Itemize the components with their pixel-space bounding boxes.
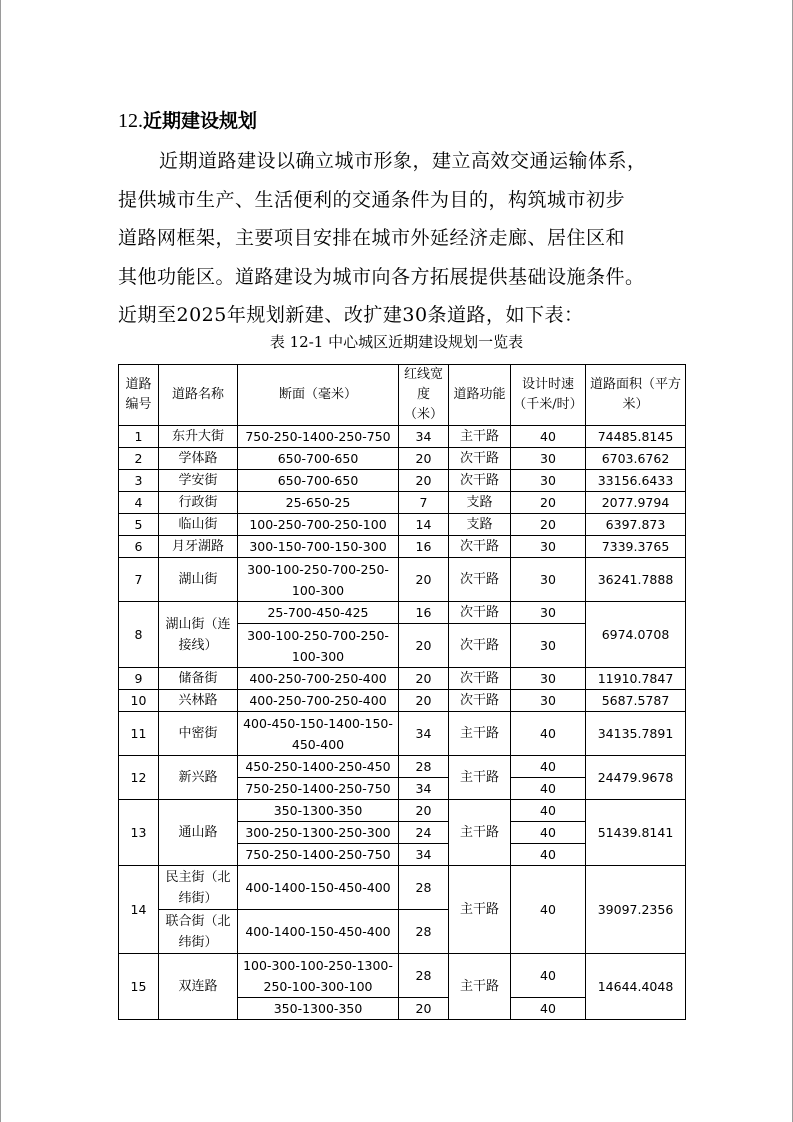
table-row bbox=[119, 448, 686, 470]
design-speed-cell: 40 bbox=[511, 426, 586, 448]
road-number-cell: 13 bbox=[119, 800, 159, 866]
road-number-cell: 7 bbox=[119, 558, 159, 602]
header-red-line-width: 红线宽度（米） bbox=[399, 365, 449, 426]
road-name-cell: 新兴路 bbox=[159, 756, 238, 800]
road-number-cell: 5 bbox=[119, 514, 159, 536]
cross-section-cell: 300-100-250-700-250-100-300 bbox=[238, 624, 399, 668]
road-area-cell: 2077.9794 bbox=[586, 492, 686, 514]
road-name-cell: 兴林路 bbox=[159, 690, 238, 712]
road-number-cell: 9 bbox=[119, 668, 159, 690]
road-function-cell: 主干路 bbox=[449, 756, 511, 800]
road-plan-table bbox=[118, 364, 686, 1020]
header-road-function: 道路功能 bbox=[449, 365, 511, 426]
cross-section-cell: 25-700-450-425 bbox=[238, 602, 399, 624]
road-name-cell: 民主街（北纬街） bbox=[159, 866, 238, 910]
road-number-cell: 12 bbox=[119, 756, 159, 800]
red-line-width-cell: 7 bbox=[399, 492, 449, 514]
design-speed-cell: 30 bbox=[511, 558, 586, 602]
road-area-cell: 11910.7847 bbox=[586, 668, 686, 690]
table-row bbox=[119, 712, 686, 756]
road-number-cell: 15 bbox=[119, 954, 159, 1020]
road-name-cell: 湖山街（连接线） bbox=[159, 602, 238, 668]
road-number-cell: 2 bbox=[119, 448, 159, 470]
road-name-cell: 湖山街 bbox=[159, 558, 238, 602]
road-area-cell: 6974.0708 bbox=[586, 602, 686, 668]
table-row bbox=[119, 602, 686, 624]
section-title: 近期建设规划 bbox=[143, 110, 258, 132]
road-area-cell: 74485.8145 bbox=[586, 426, 686, 448]
cross-section-cell: 100-300-100-250-1300-250-100-300-100 bbox=[238, 954, 399, 998]
road-name-cell: 通山路 bbox=[159, 800, 238, 866]
road-function-cell: 支路 bbox=[449, 514, 511, 536]
section-number: 12. bbox=[118, 110, 143, 132]
cross-section-cell: 750-250-1400-250-750 bbox=[238, 778, 399, 800]
road-name-cell: 储备街 bbox=[159, 668, 238, 690]
red-line-width-cell: 34 bbox=[399, 712, 449, 756]
cross-section-cell: 400-450-150-1400-150-450-400 bbox=[238, 712, 399, 756]
road-function-cell: 次干路 bbox=[449, 602, 511, 624]
table-body bbox=[119, 426, 686, 1020]
red-line-width-cell: 34 bbox=[399, 844, 449, 866]
paragraph-line: 近期至2025年规划新建、改扩建30条道路，如下表： bbox=[118, 304, 584, 326]
table-row bbox=[119, 954, 686, 998]
road-function-cell: 支路 bbox=[449, 492, 511, 514]
red-line-width-cell: 20 bbox=[399, 998, 449, 1020]
table-row bbox=[119, 426, 686, 448]
red-line-width-cell: 20 bbox=[399, 558, 449, 602]
road-name-cell: 行政街 bbox=[159, 492, 238, 514]
road-function-cell: 主干路 bbox=[449, 426, 511, 448]
road-name-cell: 联合街（北纬街） bbox=[159, 910, 238, 954]
road-function-cell: 次干路 bbox=[449, 624, 511, 668]
table-row bbox=[119, 492, 686, 514]
table-row bbox=[119, 756, 686, 778]
road-number-cell: 10 bbox=[119, 690, 159, 712]
design-speed-cell: 40 bbox=[511, 844, 586, 866]
table-row bbox=[119, 536, 686, 558]
red-line-width-cell: 20 bbox=[399, 690, 449, 712]
cross-section-cell: 450-250-1400-250-450 bbox=[238, 756, 399, 778]
cross-section-cell: 300-100-250-700-250-100-300 bbox=[238, 558, 399, 602]
road-number-cell: 6 bbox=[119, 536, 159, 558]
design-speed-cell: 20 bbox=[511, 514, 586, 536]
red-line-width-cell: 34 bbox=[399, 778, 449, 800]
design-speed-cell: 30 bbox=[511, 470, 586, 492]
cross-section-cell: 100-250-700-250-100 bbox=[238, 514, 399, 536]
cross-section-cell: 400-250-700-250-400 bbox=[238, 690, 399, 712]
design-speed-cell: 30 bbox=[511, 668, 586, 690]
red-line-width-cell: 14 bbox=[399, 514, 449, 536]
table-row bbox=[119, 558, 686, 602]
design-speed-cell: 40 bbox=[511, 998, 586, 1020]
road-area-cell: 24479.9678 bbox=[586, 756, 686, 800]
body-paragraph bbox=[118, 142, 688, 335]
road-area-cell: 7339.3765 bbox=[586, 536, 686, 558]
red-line-width-cell: 20 bbox=[399, 470, 449, 492]
table-row bbox=[119, 514, 686, 536]
road-name-cell: 双连路 bbox=[159, 954, 238, 1020]
cross-section-cell: 750-250-1400-250-750 bbox=[238, 844, 399, 866]
cross-section-cell: 650-700-650 bbox=[238, 448, 399, 470]
design-speed-cell: 40 bbox=[511, 756, 586, 778]
header-design-speed: 设计时速（千米/时） bbox=[511, 365, 586, 426]
cross-section-cell: 350-1300-350 bbox=[238, 998, 399, 1020]
cross-section-cell: 650-700-650 bbox=[238, 470, 399, 492]
road-function-cell: 次干路 bbox=[449, 536, 511, 558]
cross-section-cell: 350-1300-350 bbox=[238, 800, 399, 822]
table-row bbox=[119, 690, 686, 712]
paragraph-line: 其他功能区。道路建设为城市向各方拓展提供基础设施条件。 bbox=[118, 265, 645, 288]
road-function-cell: 次干路 bbox=[449, 558, 511, 602]
road-number-cell: 11 bbox=[119, 712, 159, 756]
road-name-cell: 中密街 bbox=[159, 712, 238, 756]
design-speed-cell: 30 bbox=[511, 624, 586, 668]
road-function-cell: 次干路 bbox=[449, 448, 511, 470]
road-function-cell: 主干路 bbox=[449, 712, 511, 756]
table-caption: 表 12-1 中心城区近期建设规划一览表 bbox=[269, 333, 524, 351]
road-area-cell: 33156.6433 bbox=[586, 470, 686, 492]
road-area-cell: 36241.7888 bbox=[586, 558, 686, 602]
red-line-width-cell: 34 bbox=[399, 426, 449, 448]
road-number-cell: 8 bbox=[119, 602, 159, 668]
road-function-cell: 次干路 bbox=[449, 690, 511, 712]
red-line-width-cell: 16 bbox=[399, 602, 449, 624]
cross-section-cell: 25-650-25 bbox=[238, 492, 399, 514]
cross-section-cell: 300-250-1300-250-300 bbox=[238, 822, 399, 844]
road-name-cell: 临山街 bbox=[159, 514, 238, 536]
header-road-name: 道路名称 bbox=[159, 365, 238, 426]
red-line-width-cell: 20 bbox=[399, 668, 449, 690]
paragraph-line: 道路网框架，主要项目安排在城市外延经济走廊、居住区和 bbox=[118, 227, 626, 249]
cross-section-cell: 400-250-700-250-400 bbox=[238, 668, 399, 690]
road-area-cell: 6703.6762 bbox=[586, 448, 686, 470]
design-speed-cell: 30 bbox=[511, 448, 586, 470]
red-line-width-cell: 20 bbox=[399, 800, 449, 822]
road-function-cell: 次干路 bbox=[449, 668, 511, 690]
road-function-cell: 主干路 bbox=[449, 954, 511, 1020]
table-header-row bbox=[119, 365, 686, 426]
red-line-width-cell: 24 bbox=[399, 822, 449, 844]
red-line-width-cell: 28 bbox=[399, 866, 449, 910]
road-name-cell: 东升大街 bbox=[159, 426, 238, 448]
road-area-cell: 39097.2356 bbox=[586, 866, 686, 954]
design-speed-cell: 30 bbox=[511, 602, 586, 624]
road-area-cell: 6397.873 bbox=[586, 514, 686, 536]
road-number-cell: 1 bbox=[119, 426, 159, 448]
road-area-cell: 14644.4048 bbox=[586, 954, 686, 1020]
design-speed-cell: 40 bbox=[511, 712, 586, 756]
design-speed-cell: 40 bbox=[511, 778, 586, 800]
cross-section-cell: 400-1400-150-450-400 bbox=[238, 910, 399, 954]
table-row bbox=[119, 866, 686, 910]
road-number-cell: 3 bbox=[119, 470, 159, 492]
red-line-width-cell: 28 bbox=[399, 954, 449, 998]
design-speed-cell: 30 bbox=[511, 690, 586, 712]
design-speed-cell: 40 bbox=[511, 800, 586, 822]
paragraph-line: 近期道路建设以确立城市形象，建立高效交通运输体系， bbox=[159, 150, 647, 172]
cross-section-cell: 400-1400-150-450-400 bbox=[238, 866, 399, 910]
road-area-cell: 5687.5787 bbox=[586, 690, 686, 712]
table-row bbox=[119, 668, 686, 690]
road-function-cell: 主干路 bbox=[449, 800, 511, 866]
road-function-cell: 次干路 bbox=[449, 470, 511, 492]
road-name-cell: 学体路 bbox=[159, 448, 238, 470]
table-row bbox=[119, 800, 686, 822]
red-line-width-cell: 28 bbox=[399, 910, 449, 954]
header-road-area: 道路面积（平方米） bbox=[586, 365, 686, 426]
red-line-width-cell: 20 bbox=[399, 448, 449, 470]
header-road-number: 道路编号 bbox=[119, 365, 159, 426]
road-area-cell: 34135.7891 bbox=[586, 712, 686, 756]
design-speed-cell: 30 bbox=[511, 536, 586, 558]
road-name-cell: 学安街 bbox=[159, 470, 238, 492]
paragraph-line: 提供城市生产、生活便利的交通条件为目的，构筑城市初步 bbox=[118, 188, 626, 211]
red-line-width-cell: 20 bbox=[399, 624, 449, 668]
road-function-cell: 主干路 bbox=[449, 866, 511, 954]
road-name-cell: 月牙湖路 bbox=[159, 536, 238, 558]
section-heading bbox=[118, 106, 257, 133]
design-speed-cell: 20 bbox=[511, 492, 586, 514]
red-line-width-cell: 16 bbox=[399, 536, 449, 558]
design-speed-cell: 40 bbox=[511, 954, 586, 998]
road-number-cell: 14 bbox=[119, 866, 159, 954]
design-speed-cell: 40 bbox=[511, 822, 586, 844]
red-line-width-cell: 28 bbox=[399, 756, 449, 778]
design-speed-cell: 40 bbox=[511, 866, 586, 954]
road-area-cell: 51439.8141 bbox=[586, 800, 686, 866]
cross-section-cell: 750-250-1400-250-750 bbox=[238, 426, 399, 448]
header-cross-section: 断面（毫米） bbox=[238, 365, 399, 426]
table-row bbox=[119, 470, 686, 492]
cross-section-cell: 300-150-700-150-300 bbox=[238, 536, 399, 558]
page-border-left bbox=[0, 0, 1, 1122]
road-number-cell: 4 bbox=[119, 492, 159, 514]
